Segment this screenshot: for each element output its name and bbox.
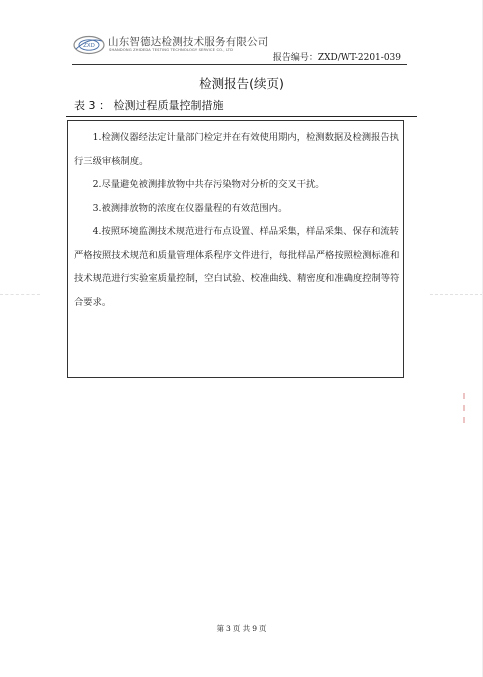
header-divider (72, 64, 407, 65)
report-number-value: ZXD/WT-2201-039 (317, 53, 401, 63)
scan-mark-left (0, 294, 40, 295)
company-name-en: SHANDONG ZHIDEDA TESTING TECHNOLOGY SERVICE CO., LTD (109, 48, 234, 52)
company-logo-icon (72, 34, 106, 56)
report-number-label: 报告编号： (272, 53, 318, 63)
page-footer (0, 623, 483, 634)
footer-suffix: 页 (258, 624, 267, 633)
page-title: 检测报告(续页) (199, 76, 284, 91)
measure-item-1: 1.检测仪器经法定计量部门检定并在有效使用期内，检测数据及检测报告执行三级审核制度。 (74, 132, 399, 167)
footer-page-number: 3 (226, 624, 231, 633)
footer-middle: 页 共 (232, 624, 251, 633)
report-number (273, 50, 401, 63)
table-caption: 表 3 ： 检测过程质量控制措施 (74, 99, 224, 112)
footer-total-pages: 9 (252, 624, 257, 633)
logo-text: ZXD (83, 43, 95, 49)
footer-prefix: 第 (216, 624, 225, 633)
caption-divider (66, 116, 417, 117)
scan-mark-right (430, 294, 483, 295)
measure-item-3: 3.被测排放物的浓度在仪器量程的有效范围内。 (92, 202, 288, 214)
measure-item-2: 2.尽量避免被测排放物中共存污染物对分析的交叉干扰。 (92, 179, 325, 190)
company-name-cn: 山东智德达检测技术服务有限公司 (108, 36, 269, 48)
measures-list (74, 126, 404, 314)
measure-item-4: 4.按照环境监测技术规范进行布点设置、样品采集，样品采集、保存和流转严格按照技术规范和质量管理体系程序文件进行，每批样品严格按照检测标准和技术规范进行实验室质量控制，空白试验、校准曲线、精密度和准确度控制等符合要求。 (74, 226, 400, 308)
stamp-edge-mark (463, 393, 465, 425)
